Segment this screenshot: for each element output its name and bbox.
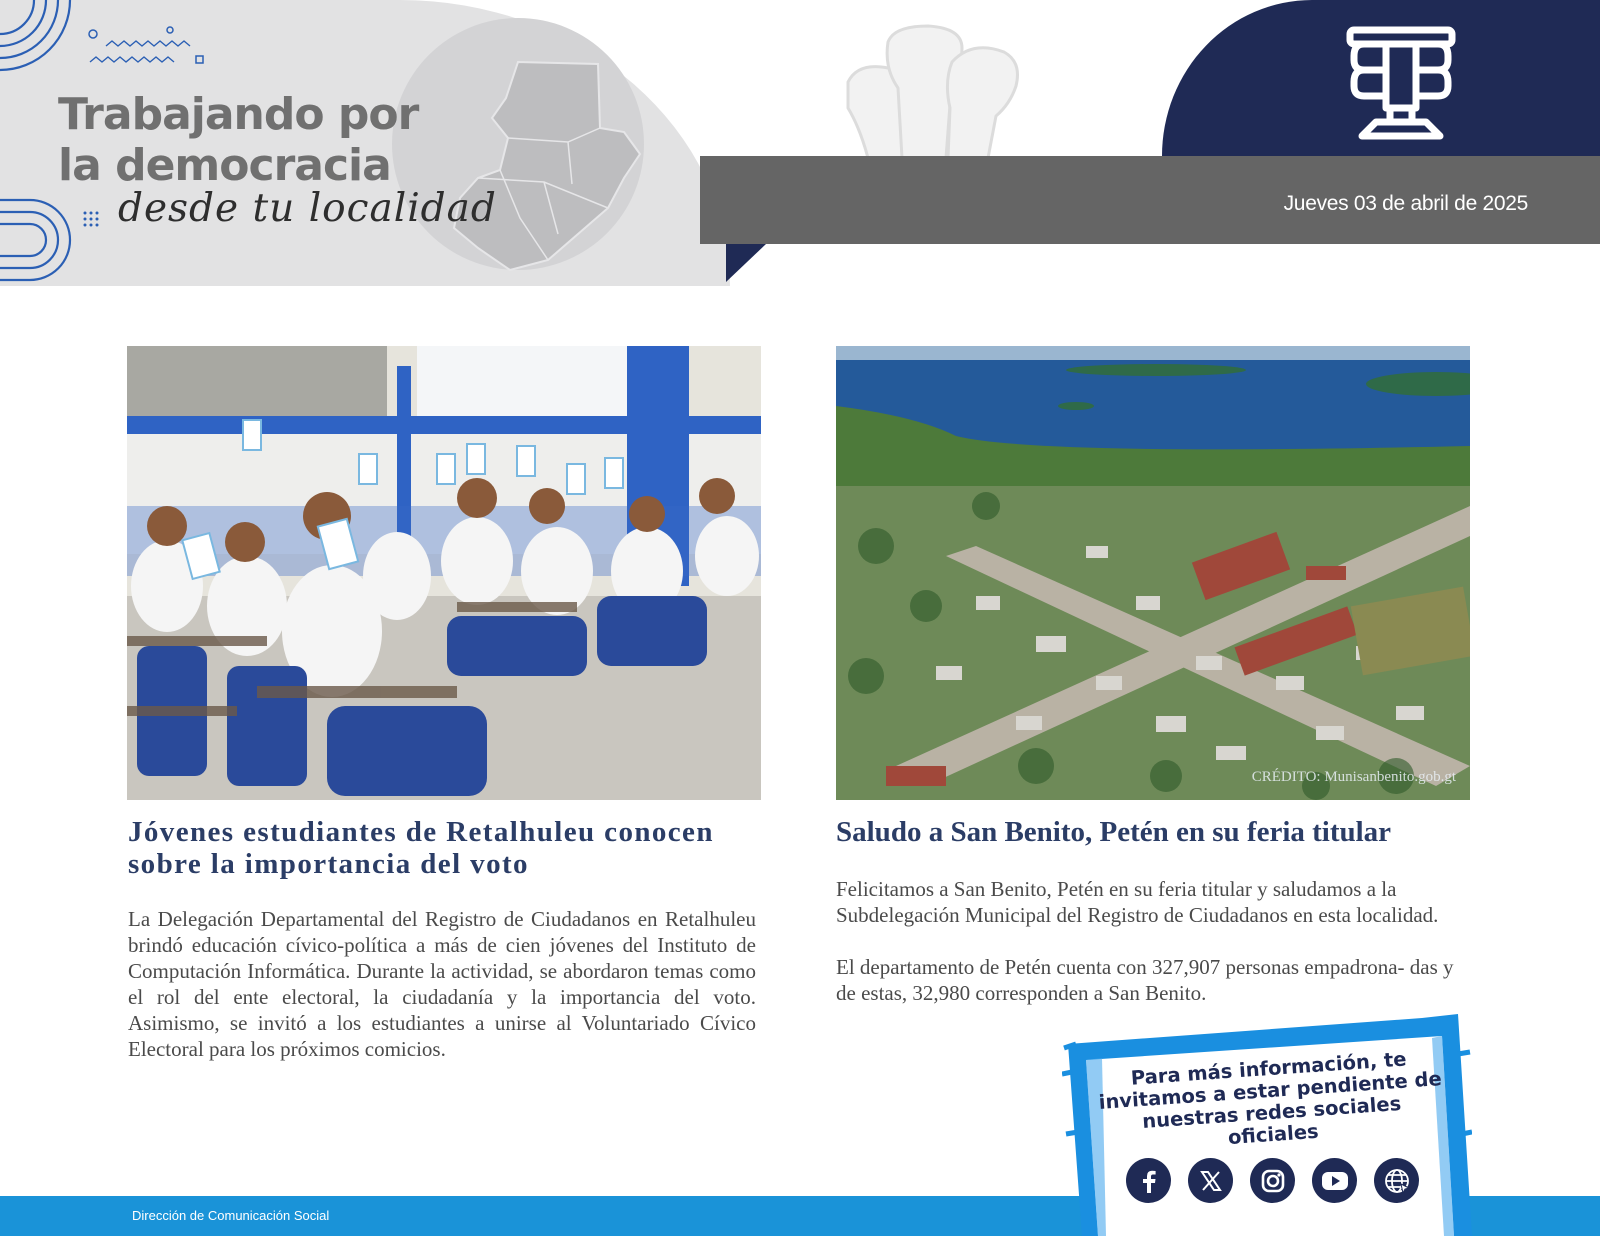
article-1-body: La Delegación Departamental del Registro de Ciudadanos en Retalhuleu brindó educación cívico-política a más de cien jóvenes del Instituto de Computación Informática. Durante la actividad, se abordaron temas como el rol del ente electoral, la ciudadanía y la importancia del voto. Asimismo, se invitó a los estudiantes a unirse al Voluntariado Cívico Electoral para los próximos comicios.	[128, 907, 756, 1061]
tse-logo-icon	[1346, 26, 1456, 142]
article-2-body-p1: Felicitamos a San Benito, Petén en su feria titular y saludamos a la Subdelegación Municipal del Registro de Ciudadanos en esta localidad.	[836, 877, 1439, 927]
header-subtitle: desde tu localidad	[118, 186, 497, 231]
raised-fists-icon	[838, 22, 1038, 158]
social-icons-row	[1126, 1158, 1419, 1203]
article-2-photo	[836, 346, 1470, 800]
article-2-body-p2: El departamento de Petén cuenta con 327,907 personas empadrona- das y de estas, 32,980 corresponden a San Benito.	[836, 955, 1454, 1005]
header-date: Jueves 03 de abril de 2025	[1283, 192, 1528, 215]
header-title-line2: la democracia	[58, 140, 391, 191]
x-icon[interactable]	[1188, 1158, 1233, 1203]
article-2-photo-credit: CRÉDITO: Munisanbenito.gob.gt	[1251, 769, 1456, 785]
facebook-icon[interactable]	[1126, 1158, 1171, 1203]
decorative-dots	[82, 210, 102, 230]
decorative-waves	[86, 26, 216, 72]
guatemala-map-icon	[448, 58, 648, 278]
article-2-title: Saludo a San Benito, Petén en su feria titular	[836, 816, 1392, 848]
youtube-icon[interactable]	[1312, 1158, 1357, 1203]
footer-text: Dirección de Comunicación Social	[132, 1208, 330, 1223]
social-message: Para más información, te invitamos a estar pendiente de nuestras redes sociales oficiales	[1098, 1047, 1443, 1150]
article-1-photo	[127, 346, 761, 800]
band-notch	[726, 244, 770, 284]
instagram-icon[interactable]	[1250, 1158, 1295, 1203]
article-1-title: Jóvenes estudiantes de Retalhuleu conocen sobre la importancia del voto	[128, 816, 714, 880]
decorative-arcs-top	[0, 0, 80, 80]
decorative-arcs-side	[0, 196, 80, 286]
header-title-line1: Trabajando por	[58, 89, 419, 140]
header-banner	[0, 0, 730, 286]
web-icon[interactable]	[1374, 1158, 1419, 1203]
